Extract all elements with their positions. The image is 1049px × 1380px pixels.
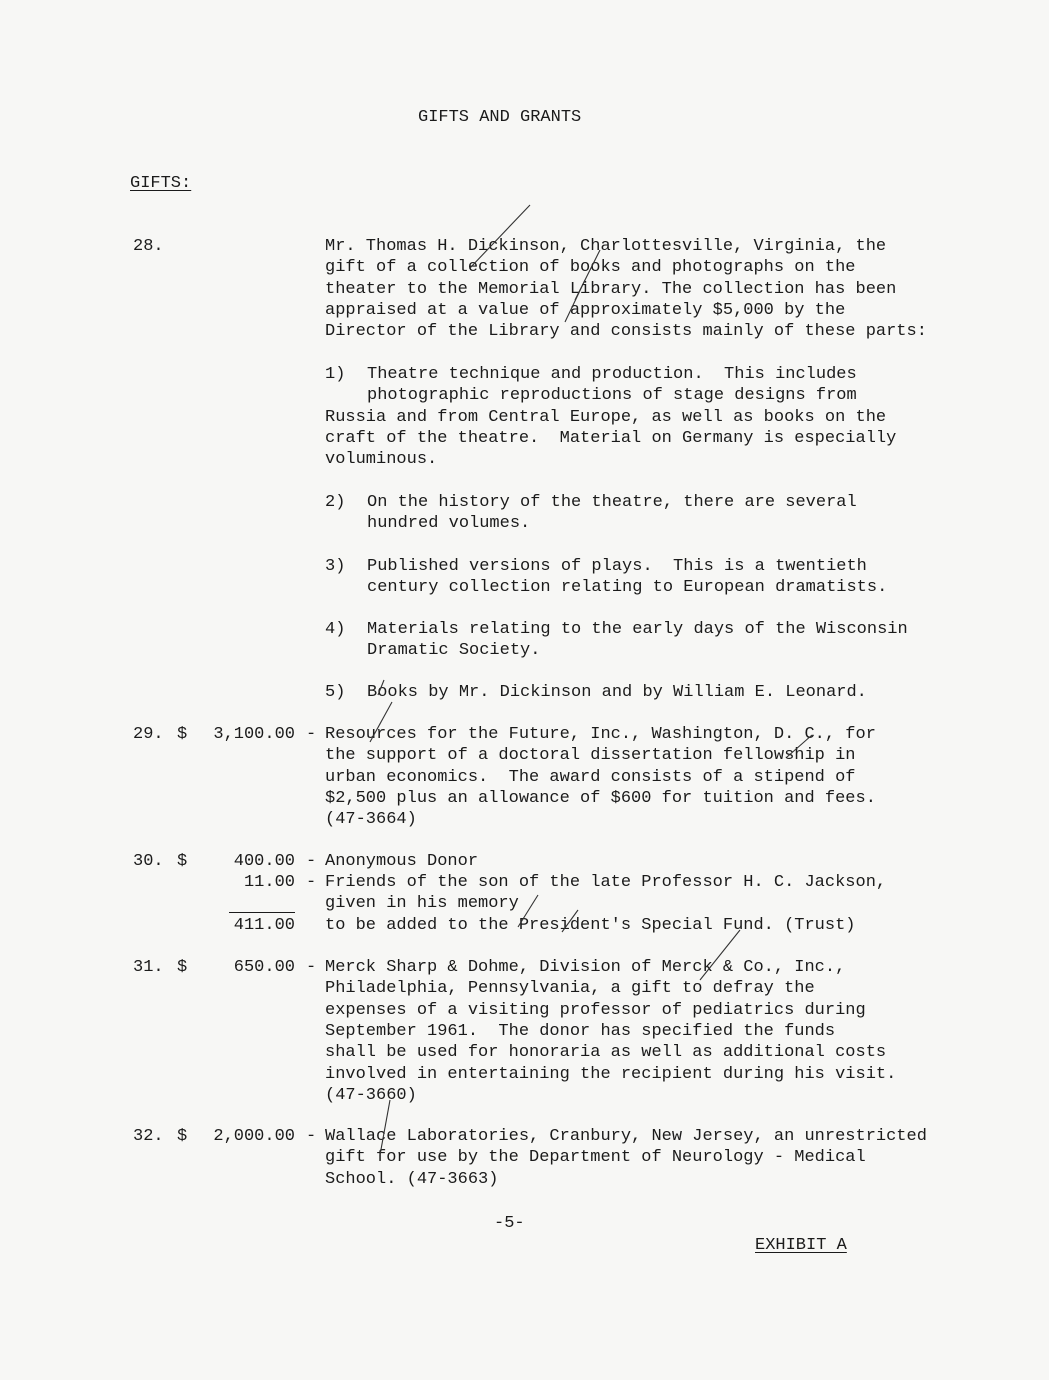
text-line: Wallace Laboratories, Cranbury, New Jersey, an unrestricted — [325, 1127, 927, 1146]
dollar-sign: $ — [177, 852, 188, 871]
text-line: the support of a doctoral dissertation fellowship in — [325, 746, 856, 766]
part-text: Dramatic Society. — [367, 641, 541, 661]
item-number-28: 28. — [133, 237, 164, 256]
part-label: 4) — [325, 620, 346, 639]
item-30-line-2: Friends of the son of the late Professor H. C. Jackson, — [325, 873, 887, 892]
item-29-text — [325, 724, 945, 852]
page-title: GIFTS AND GRANTS — [418, 108, 582, 127]
dash: - — [306, 1127, 317, 1146]
amount-32: 2,000.00 — [213, 1127, 295, 1146]
amount-31: 650.00 — [233, 958, 295, 977]
dollar-sign: $ — [177, 725, 188, 744]
item-30-line-4: to be added to the President's Special Fund. (Trust) — [325, 916, 856, 935]
text-line: (47-3664) — [325, 810, 417, 830]
text-line: urban economics. The award consists of a stipend of — [325, 767, 856, 787]
text-line: expenses of a visiting professor of pediatrics during — [325, 1000, 866, 1020]
item-30-line-3: given in his memory — [325, 894, 519, 913]
part-text: voluminous. — [325, 450, 438, 470]
part-text: On the history of the theatre, there are several — [367, 493, 857, 512]
sum-rule — [229, 912, 295, 913]
page-number: -5- — [494, 1214, 525, 1233]
text-line: Resources for the Future, Inc., Washington, D. C., for — [325, 725, 876, 744]
item-number-30: 30. — [133, 852, 164, 871]
part-text: Materials relating to the early days of the Wisconsin — [367, 620, 908, 639]
item-31-text — [325, 957, 945, 1127]
part-text: century collection relating to European dramatists. — [367, 578, 888, 598]
text-line: (47-3660) — [325, 1085, 417, 1105]
amount-30-anonymous: 400.00 — [233, 852, 295, 871]
item-number-31: 31. — [133, 958, 164, 977]
text-line: theater to the Memorial Library. The collection has been — [325, 279, 897, 299]
dollar-sign: $ — [177, 1127, 188, 1146]
text-line: involved in entertaining the recipient during his visit. — [325, 1064, 897, 1084]
part-text: craft of the theatre. Material on Germany is especially — [325, 428, 897, 448]
dash: - — [306, 958, 317, 977]
text-line: Philadelphia, Pennsylvania, a gift to defray the — [325, 979, 815, 999]
text-line: gift for use by the Department of Neurology - Medical — [325, 1148, 866, 1168]
dash: - — [306, 873, 317, 892]
dash: - — [306, 725, 317, 744]
amount-30-friends: 11.00 — [243, 873, 295, 892]
text-line: $2,500 plus an allowance of $600 for tuition and fees. — [325, 788, 876, 808]
text-line: Director of the Library and consists mainly of these parts: — [325, 322, 927, 342]
dollar-sign: $ — [177, 958, 188, 977]
part-text: Published versions of plays. This is a twentieth — [367, 557, 867, 576]
item-number-29: 29. — [133, 725, 164, 744]
part-text: hundred volumes. — [367, 514, 531, 534]
text-line: September 1961. The donor has specified the funds — [325, 1021, 836, 1041]
text-line: School. (47-3663) — [325, 1169, 499, 1189]
section-heading-gifts: GIFTS: — [130, 174, 192, 193]
text-line: shall be used for honoraria as well as additional costs — [325, 1043, 887, 1063]
exhibit-label: EXHIBIT A — [755, 1236, 847, 1255]
part-text: Russia and from Central Europe, as well as books on the — [325, 407, 887, 427]
part-text: Books by Mr. Dickinson and by William E. Leonard. — [367, 683, 867, 702]
item-32-text — [325, 1126, 945, 1211]
part-label: 1) — [325, 365, 346, 384]
text-line: appraised at a value of approximately $5,000 by the — [325, 300, 846, 320]
dash: - — [306, 852, 317, 871]
part-label: 5) — [325, 683, 346, 702]
part-text: Theatre technique and production. This includes — [367, 365, 857, 384]
text-line: gift of a collection of books and photographs on the — [325, 258, 856, 278]
amount-30-total: 411.00 — [233, 916, 295, 935]
amount-29: 3,100.00 — [213, 725, 295, 744]
part-label: 3) — [325, 557, 346, 576]
text-line: Mr. Thomas H. Dickinson, Charlottesville, Virginia, the — [325, 237, 887, 256]
item-30-line-1: Anonymous Donor — [325, 852, 479, 871]
text-line: Merck Sharp & Dohme, Division of Merck & Co., Inc., — [325, 958, 846, 977]
part-label: 2) — [325, 493, 346, 512]
part-text: photographic reproductions of stage designs from — [367, 386, 857, 406]
item-number-32: 32. — [133, 1127, 164, 1146]
